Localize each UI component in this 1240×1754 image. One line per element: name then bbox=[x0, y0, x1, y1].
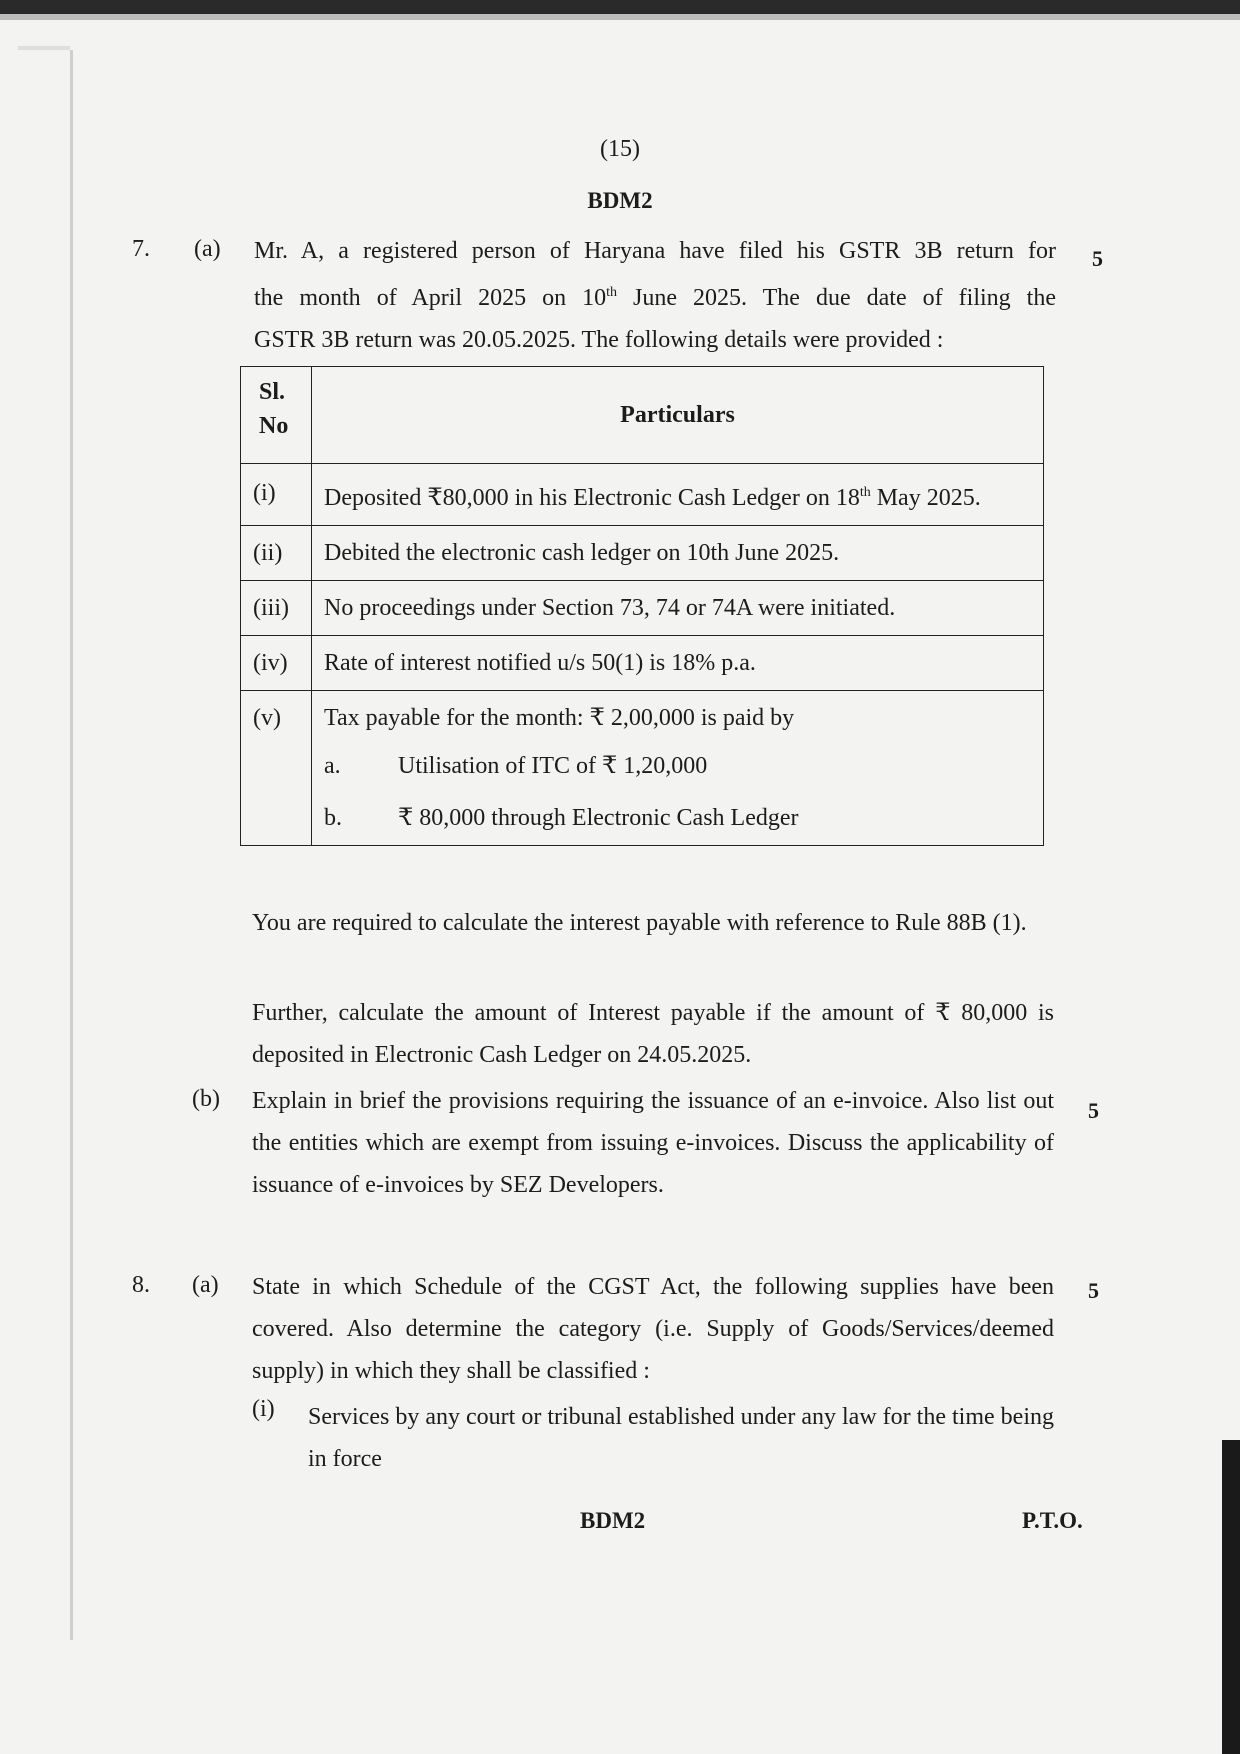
binding-margin-mark bbox=[18, 46, 70, 50]
row-sl: (v) bbox=[241, 691, 312, 846]
q7b-marks: 5 bbox=[1088, 1098, 1099, 1123]
table-row bbox=[241, 691, 1044, 846]
row-sl: (ii) bbox=[241, 526, 312, 581]
q7a-label: (a) bbox=[194, 236, 221, 262]
sub-item-label: b. bbox=[324, 805, 342, 831]
row-particulars: No proceedings under Section 73, 74 or 74A were initiated. bbox=[312, 581, 1044, 636]
q7a-para2: Further, calculate the amount of Interest payable if the amount of ₹ 80,000 is deposited in Electronic Cash Ledger on 24.05.2025. bbox=[252, 1000, 1054, 1068]
table-row bbox=[241, 526, 1044, 581]
row-sl: (i) bbox=[241, 464, 312, 526]
binding-margin-line bbox=[70, 50, 73, 1640]
q8a-item-label: (i) bbox=[252, 1396, 275, 1422]
q7b-label: (b) bbox=[192, 1086, 220, 1112]
row-sl: (iv) bbox=[241, 636, 312, 691]
table-row bbox=[241, 581, 1044, 636]
details-table bbox=[240, 366, 1044, 846]
table-row bbox=[241, 464, 1044, 526]
scan-top-edge bbox=[0, 0, 1240, 14]
q7a-intro-line2-pre: the month of April 2025 on 10 bbox=[254, 285, 607, 311]
row-particulars: Rate of interest notified u/s 50(1) is 18% p.a. bbox=[312, 636, 1044, 691]
paper-code: BDM2 bbox=[587, 188, 653, 213]
q8a-text: State in which Schedule of the CGST Act, the following supplies have been covered. Also determine the category (i.e. Supply of Goods/Services/deemed supply) in which they shall be classified : bbox=[252, 1274, 1054, 1384]
row-particulars bbox=[312, 691, 1044, 846]
question-7-number: 7. bbox=[132, 236, 150, 262]
q7a-intro-line3: GSTR 3B return was 20.05.2025. The following details were provided : bbox=[254, 327, 944, 353]
table-header-row bbox=[241, 367, 1044, 464]
q7a-intro-sup: th bbox=[606, 285, 618, 300]
q7a-intro-line2-post: June 2025. The due date of filing the bbox=[617, 285, 1056, 311]
page-number: (15) bbox=[600, 136, 640, 162]
q7a-intro-line1: Mr. A, a registered person of Haryana have filed his GSTR 3B return for bbox=[254, 238, 1056, 264]
header-particulars: Particulars bbox=[312, 367, 1044, 464]
sub-item-text: Utilisation of ITC of ₹ 1,20,000 bbox=[398, 753, 708, 779]
table-row bbox=[241, 636, 1044, 691]
footer-paper-code: BDM2 bbox=[580, 1508, 646, 1533]
row-1-text-post: May 2025. bbox=[870, 485, 981, 511]
q8a-label: (a) bbox=[192, 1272, 219, 1298]
row-1-text-pre: Deposited ₹80,000 in his Electronic Cash Ledger on 18 bbox=[324, 485, 860, 511]
sub-item-text: ₹ 80,000 through Electronic Cash Ledger bbox=[398, 805, 799, 831]
q7a-intro-line2 bbox=[254, 272, 1056, 319]
scan-top-shadow bbox=[0, 14, 1240, 20]
scan-right-edge bbox=[1222, 1440, 1240, 1754]
row-5-text: Tax payable for the month: ₹ 2,00,000 is paid by bbox=[324, 705, 795, 731]
sub-item bbox=[324, 747, 1031, 785]
q7a-intro bbox=[254, 230, 1056, 361]
footer-pto: P.T.O. bbox=[1022, 1508, 1083, 1533]
row-sl: (iii) bbox=[241, 581, 312, 636]
q8a-marks: 5 bbox=[1088, 1278, 1099, 1303]
q7b-text: Explain in brief the provisions requiring the issuance of an e-invoice. Also list out the entities which are exempt from issuing e-invoices. Discuss the applicability of issuance of e-invoices by SEZ Developers. bbox=[252, 1088, 1054, 1198]
question-8-number: 8. bbox=[132, 1272, 150, 1298]
header-sl-no: Sl. No bbox=[241, 367, 312, 464]
q7a-para1: You are required to calculate the interest payable with reference to Rule 88B (1). bbox=[252, 910, 1027, 936]
row-particulars bbox=[312, 464, 1044, 526]
row-particulars: Debited the electronic cash ledger on 10th June 2025. bbox=[312, 526, 1044, 581]
q7a-marks: 5 bbox=[1092, 246, 1103, 271]
sub-item-label: a. bbox=[324, 753, 341, 779]
q8a-item-text: Services by any court or tribunal established under any law for the time being in force bbox=[308, 1404, 1054, 1472]
sub-item bbox=[324, 799, 1031, 837]
row-1-sup: th bbox=[859, 485, 871, 500]
